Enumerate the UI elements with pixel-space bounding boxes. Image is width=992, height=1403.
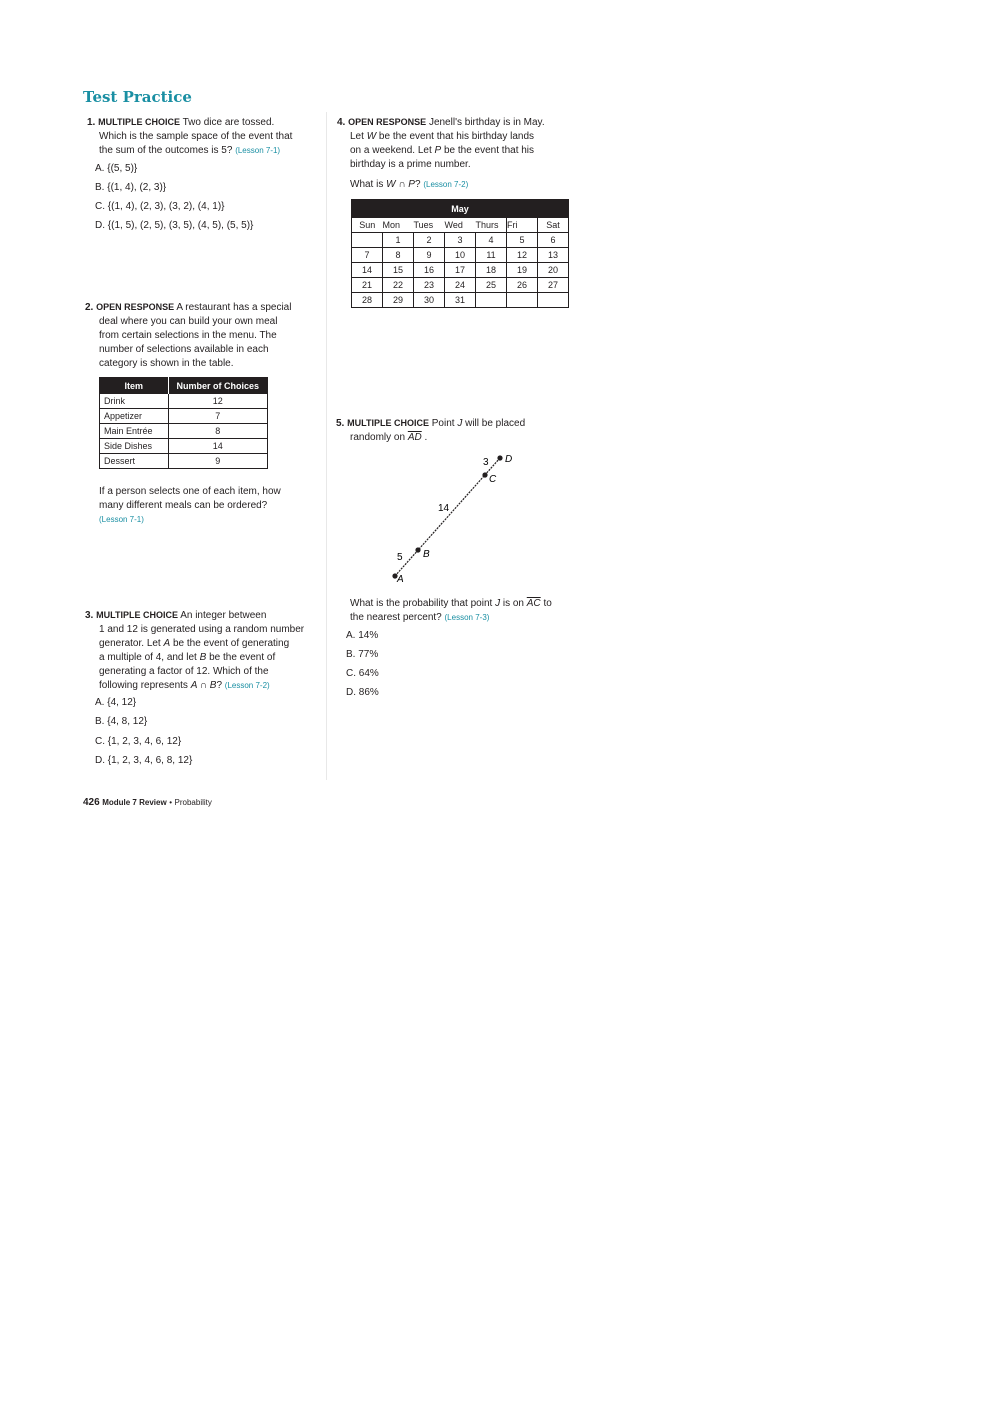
- q1-choice-d[interactable]: D. {(1, 5), (2, 5), (3, 5), (4, 5), (5, 5)}: [95, 220, 254, 231]
- q2-line3: from certain selections in the menu. The: [99, 330, 277, 341]
- weekday-fri: Fri: [507, 218, 538, 233]
- q4-expression: W ∩ P: [386, 179, 415, 190]
- q5-ask1c: to: [540, 598, 552, 609]
- q4-number: 4.: [337, 117, 346, 128]
- q2-lesson: (Lesson 7-1): [99, 515, 144, 524]
- calendar-day: 27: [538, 278, 569, 293]
- q3-kind: MULTIPLE CHOICE: [96, 610, 178, 620]
- label-point-b: B: [423, 549, 430, 560]
- q3-line1: An integer between: [180, 610, 267, 621]
- weekday-thurs-label: Thurs: [475, 220, 499, 230]
- menu-item-name: Appetizer: [100, 409, 169, 424]
- menu-item-name: Main Entrée: [100, 424, 169, 439]
- q3-line6end: ?: [216, 680, 222, 691]
- calendar-day: 9: [414, 248, 445, 263]
- calendar-day: [538, 293, 569, 308]
- weekday-sun: Sun: [352, 218, 383, 233]
- q3-line6: following represents: [99, 680, 191, 691]
- q3-line4b: be the event of: [206, 652, 276, 663]
- q1-line2: Which is the sample space of the event that: [99, 131, 293, 142]
- calendar-day: 24: [445, 278, 476, 293]
- menu-item-count: 7: [168, 409, 267, 424]
- q3-choice-b[interactable]: B. {4, 8, 12}: [95, 716, 148, 727]
- question-2: [85, 300, 291, 371]
- q1-kind: MULTIPLE CHOICE: [98, 117, 180, 127]
- calendar-day: 5: [507, 233, 538, 248]
- q4-ask: [350, 178, 468, 192]
- question-5: [336, 416, 525, 445]
- calendar-day: 11: [476, 248, 507, 263]
- q5-line2: randomly on: [350, 432, 408, 443]
- calendar-day: 18: [476, 263, 507, 278]
- calendar-day: [507, 293, 538, 308]
- column-divider: [326, 112, 327, 780]
- menu-item-name: Drink: [100, 394, 169, 409]
- weekday-sat: Sat: [538, 218, 569, 233]
- subject-name: Probability: [174, 798, 212, 807]
- q5-choice-b[interactable]: B. 77%: [346, 649, 379, 660]
- q3-line5: generating a factor of 12. Which of the: [99, 666, 269, 677]
- calendar-day: 10: [445, 248, 476, 263]
- calendar-day: 21: [352, 278, 383, 293]
- calendar-day: 16: [414, 263, 445, 278]
- q3-choice-a[interactable]: A. {4, 12}: [95, 697, 137, 708]
- menu-item-count: 12: [168, 394, 267, 409]
- q5-kind: MULTIPLE CHOICE: [347, 418, 429, 428]
- q5-var-j: J: [457, 418, 463, 429]
- q2-after1: If a person selects one of each item, how: [99, 486, 281, 497]
- calendar-day: 22: [383, 278, 414, 293]
- q3-line3b: be the event of generating: [170, 638, 290, 649]
- calendar-week: [352, 278, 569, 293]
- q4-ask-end: ?: [414, 179, 421, 190]
- module-name: Module 7 Review: [102, 798, 167, 807]
- calendar-day: 17: [445, 263, 476, 278]
- calendar-day: 31: [445, 293, 476, 308]
- calendar-day: 30: [414, 293, 445, 308]
- segment-figure: [380, 450, 530, 590]
- q5-line2end: .: [421, 432, 428, 443]
- question-3: [85, 608, 304, 693]
- q5-ask: [350, 597, 552, 625]
- q4-line3a: on a weekend. Let: [350, 145, 435, 156]
- q3-number: 3.: [85, 610, 94, 621]
- point-d: [497, 455, 502, 460]
- calendar-day: 1: [383, 233, 414, 248]
- menu-choices-table: [99, 377, 268, 469]
- label-point-a: A: [397, 574, 404, 585]
- q4-lesson: (Lesson 7-2): [423, 180, 469, 189]
- calendar-day: 12: [507, 248, 538, 263]
- calendar-week: [352, 233, 569, 248]
- calendar-day: 2: [414, 233, 445, 248]
- table-row: [100, 409, 268, 424]
- question-1: [87, 115, 292, 158]
- q5-lesson: (Lesson 7-3): [444, 613, 490, 622]
- q3-line4a: a multiple of 4, and let: [99, 652, 200, 663]
- q2-line2: deal where you can build your own meal: [99, 316, 278, 327]
- page-title: Test Practice: [83, 88, 192, 106]
- q1-choice-b[interactable]: B. {(1, 4), (2, 3)}: [95, 182, 167, 193]
- q2-number: 2.: [85, 302, 94, 313]
- q4-var-p: P: [434, 145, 442, 156]
- calendar-day: 26: [507, 278, 538, 293]
- q3-lesson: (Lesson 7-2): [224, 681, 270, 690]
- calendar-day: [476, 293, 507, 308]
- menu-item-count: 14: [168, 439, 267, 454]
- calendar-day: 28: [352, 293, 383, 308]
- q1-choice-a[interactable]: A. {(5, 5)}: [95, 163, 138, 174]
- calendar-weekday-row: [352, 218, 569, 233]
- menu-item-name: Side Dishes: [100, 439, 169, 454]
- length-ab: 5: [397, 552, 403, 563]
- calendar-day: 8: [383, 248, 414, 263]
- menu-item-count: 9: [168, 454, 267, 469]
- calendar-day: [352, 233, 383, 248]
- q1-number: 1.: [87, 117, 96, 128]
- q5-line1a: Point: [431, 418, 458, 429]
- q2-kind: OPEN RESPONSE: [96, 302, 175, 312]
- q3-var-b: B: [199, 652, 207, 663]
- length-bc: 14: [438, 503, 450, 514]
- q4-ask-text: What is: [350, 179, 387, 190]
- q2-line5: category is shown in the table.: [99, 358, 234, 369]
- q1-line3: the sum of the outcomes is 5?: [99, 145, 233, 156]
- q5-ask1a: What is the probability that point: [350, 598, 496, 609]
- q5-line1b: will be placed: [462, 418, 526, 429]
- may-calendar: [351, 199, 569, 308]
- weekday-thurs: [476, 218, 507, 233]
- calendar-week: [352, 248, 569, 263]
- calendar-day: 15: [383, 263, 414, 278]
- calendar-day: 4: [476, 233, 507, 248]
- q4-line1: Jenell's birthday is in May.: [428, 117, 545, 128]
- table-row: [100, 439, 268, 454]
- q3-line3a: generator. Let: [99, 638, 164, 649]
- calendar-day: 20: [538, 263, 569, 278]
- table-row: [100, 454, 268, 469]
- menu-item-name: Dessert: [100, 454, 169, 469]
- q2-after2: many different meals can be ordered?: [99, 500, 268, 511]
- q5-choice-c[interactable]: C. 64%: [346, 668, 379, 679]
- point-c: [482, 472, 487, 477]
- q4-line2b: be the event that his birthday lands: [376, 131, 535, 142]
- calendar-day: 29: [383, 293, 414, 308]
- weekday-tues: Tues: [414, 218, 445, 233]
- table-row: [100, 394, 268, 409]
- q4-kind: OPEN RESPONSE: [348, 117, 427, 127]
- calendar-day: 7: [352, 248, 383, 263]
- table-row: [100, 424, 268, 439]
- q1-lesson: (Lesson 7-1): [235, 146, 281, 155]
- q5-ask1b: is on: [500, 598, 527, 609]
- q1-line1: Two dice are tossed.: [182, 117, 275, 128]
- q5-choice-a[interactable]: A. 14%: [346, 630, 379, 641]
- q3-expression: A ∩ B: [190, 680, 217, 691]
- segment-ad-label: $\overline{AD}$: [407, 432, 422, 443]
- q5-number: 5.: [336, 418, 345, 429]
- menu-header-count: Number of Choices: [168, 378, 267, 394]
- calendar-day: 13: [538, 248, 569, 263]
- q2-followup: [99, 485, 281, 527]
- question-4: [337, 115, 545, 172]
- segment-ac-label: $\overline{AC}$: [526, 598, 541, 609]
- calendar-day: 23: [414, 278, 445, 293]
- calendar-day: 6: [538, 233, 569, 248]
- q5-choice-d[interactable]: D. 86%: [346, 687, 379, 698]
- calendar-week: [352, 293, 569, 308]
- q4-line3b: be the event that his: [441, 145, 535, 156]
- q3-var-a: A: [163, 638, 171, 649]
- q3-line2: 1 and 12 is generated using a random number: [99, 624, 305, 635]
- weekday-mon: Mon: [383, 218, 414, 233]
- q2-line1: A restaurant has a special: [176, 302, 292, 313]
- q5-ask-var-j: J: [495, 598, 501, 609]
- calendar-week: [352, 263, 569, 278]
- q5-ask2: the nearest percent?: [350, 612, 442, 623]
- page-number: 426: [83, 797, 100, 808]
- calendar-day: 3: [445, 233, 476, 248]
- calendar-day: 14: [352, 263, 383, 278]
- q3-choice-d[interactable]: D. {1, 2, 3, 4, 6, 8, 12}: [95, 755, 193, 766]
- point-b: [415, 547, 420, 552]
- menu-item-count: 8: [168, 424, 267, 439]
- calendar-month: May: [352, 200, 569, 218]
- q2-line4: number of selections available in each: [99, 344, 269, 355]
- q4-line2a: Let: [350, 131, 367, 142]
- label-point-d: D: [505, 454, 513, 465]
- page-footer: [83, 797, 212, 808]
- calendar-day: 25: [476, 278, 507, 293]
- weekday-wed: Wed: [445, 218, 476, 233]
- label-point-c: C: [489, 474, 497, 485]
- q4-line4: birthday is a prime number.: [350, 159, 471, 170]
- calendar-day: 19: [507, 263, 538, 278]
- length-cd: 3: [483, 457, 489, 468]
- q4-var-w: W: [366, 131, 377, 142]
- footer-bullet: •: [169, 798, 172, 807]
- q1-choice-c[interactable]: C. {(1, 4), (2, 3), (3, 2), (4, 1)}: [95, 201, 225, 212]
- menu-header-item: Item: [100, 378, 169, 394]
- q3-choice-c[interactable]: C. {1, 2, 3, 4, 6, 12}: [95, 736, 182, 747]
